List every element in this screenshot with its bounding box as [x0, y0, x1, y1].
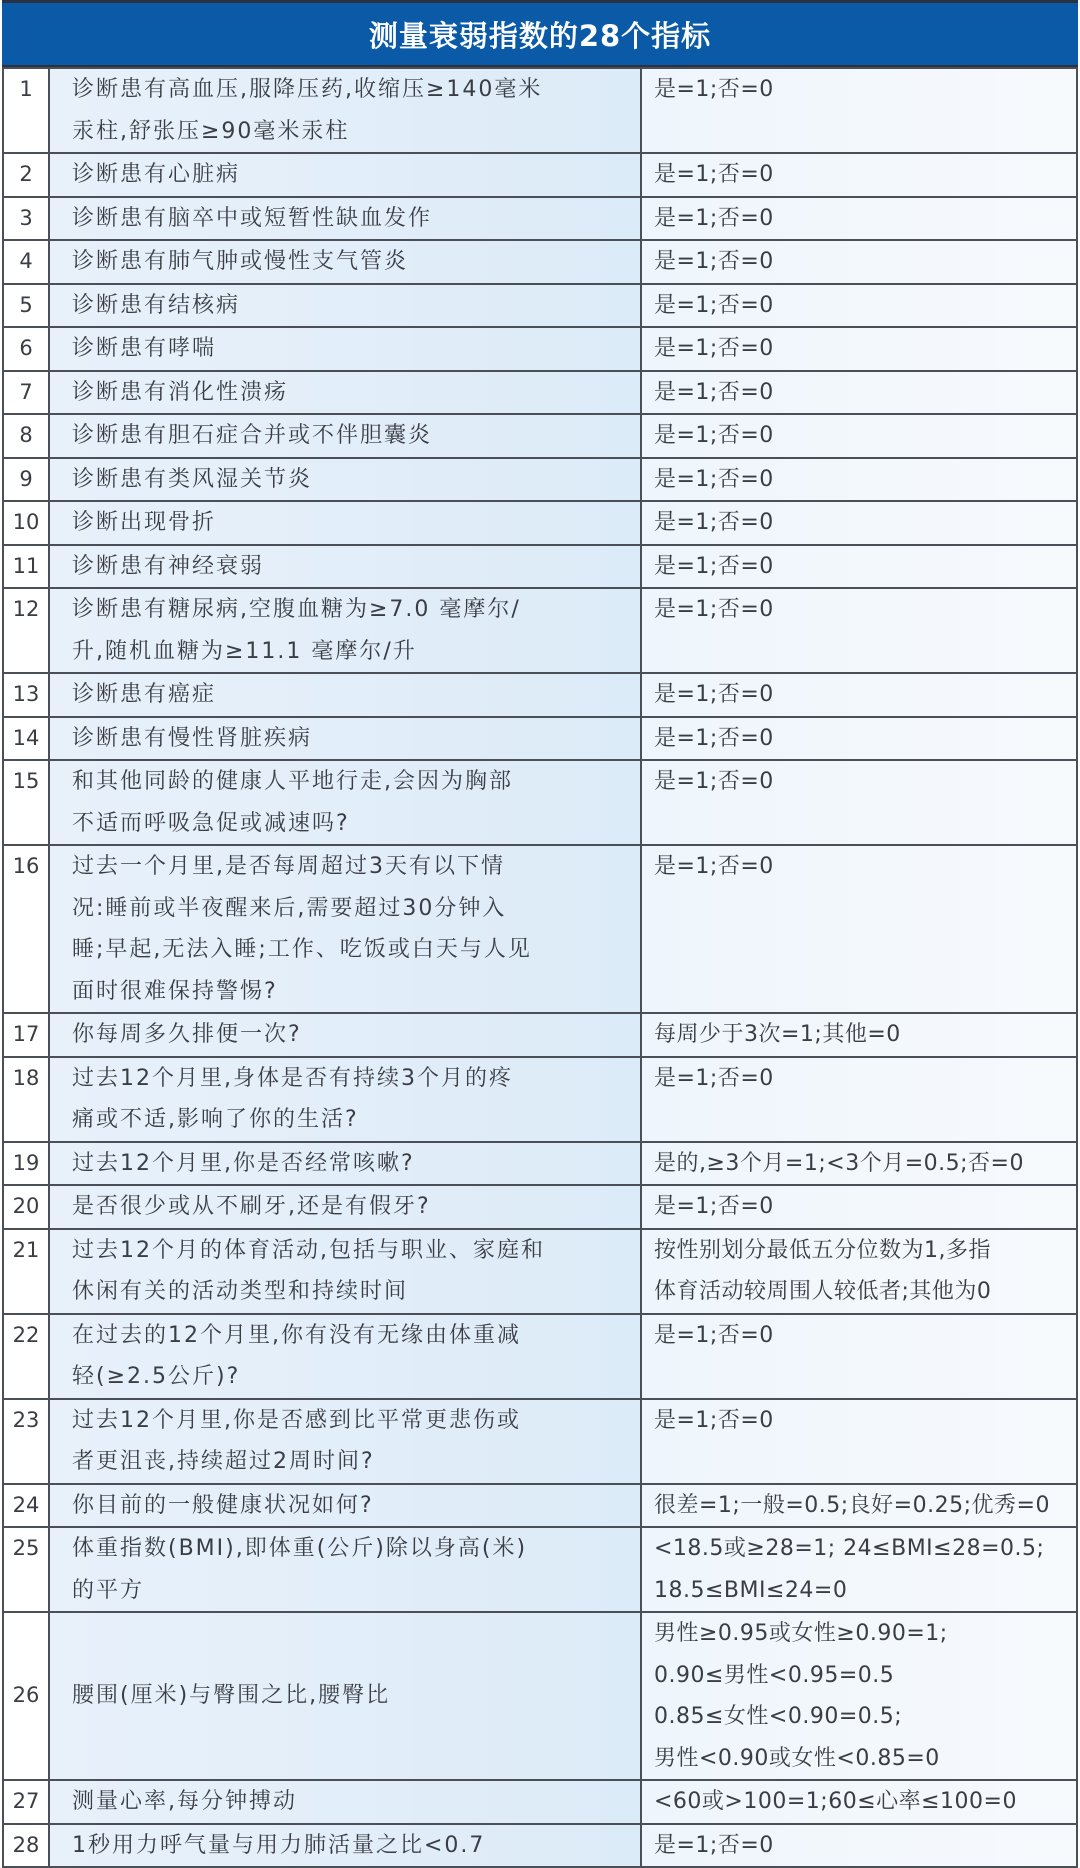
description-line: 是否很少或从不刷牙,还是有假牙? — [72, 1194, 431, 1219]
indicator-description — [49, 1399, 641, 1484]
indicator-score — [641, 240, 1077, 284]
description-line: 和其他同龄的健康人平地行走,会因为胸部 — [72, 769, 513, 794]
row-number: 24 — [3, 1484, 49, 1528]
description-line: 过去12个月的体育活动,包括与职业、家庭和 — [72, 1237, 545, 1263]
score-line: 是=1;否=0 — [654, 1407, 774, 1433]
row-number: 10 — [3, 501, 49, 545]
table-row — [3, 1013, 1077, 1057]
description-line: 在过去的12个月里,你有没有无缘由体重减 — [72, 1322, 521, 1348]
score-line: 是=1;否=0 — [654, 1322, 774, 1348]
score-line: 很差=1;一般=0.5;良好=0.25;优秀=0 — [654, 1492, 1050, 1518]
table-row — [3, 1612, 1077, 1780]
score-line: 体育活动较周围人较低者;其他为0 — [654, 1279, 992, 1304]
score-line: 0.85≤女性<0.90=0.5; — [654, 1704, 903, 1729]
table-row — [3, 1185, 1077, 1229]
row-number: 22 — [3, 1314, 49, 1399]
score-line: 按性别划分最低五分位数为1,多指 — [654, 1237, 991, 1263]
row-number: 8 — [3, 414, 49, 458]
description-line: 诊断患有神经衰弱 — [72, 553, 265, 579]
description-line: 体重指数(BMI),即体重(公斤)除以身高(米) — [72, 1536, 528, 1561]
indicator-score — [641, 1527, 1077, 1612]
indicator-score — [641, 68, 1077, 153]
indicator-score — [641, 1057, 1077, 1142]
row-number: 14 — [3, 717, 49, 761]
score-line: 是=1;否=0 — [654, 597, 774, 622]
description-line: 况:睡前或半夜醒来后,需要超过30分钟入 — [72, 895, 507, 921]
row-number: 12 — [3, 588, 49, 673]
row-number: 7 — [3, 371, 49, 415]
indicator-description — [49, 197, 641, 241]
table-row — [3, 414, 1077, 458]
description-line: 休闲有关的活动类型和持续时间 — [72, 1279, 409, 1304]
table-row — [3, 1399, 1077, 1484]
indicator-score — [641, 1780, 1077, 1824]
table-row — [3, 1824, 1077, 1868]
description-line: 腰围(厘米)与臀围之比,腰臀比 — [72, 1683, 391, 1709]
indicator-score — [641, 845, 1077, 1013]
row-number: 3 — [3, 197, 49, 241]
row-number: 28 — [3, 1824, 49, 1868]
indicator-score — [641, 1314, 1077, 1399]
description-line: 的平方 — [72, 1577, 145, 1603]
indicator-description — [49, 1314, 641, 1399]
description-line: 诊断出现骨折 — [72, 510, 217, 535]
description-line: 诊断患有肺气肿或慢性支气管炎 — [72, 249, 409, 274]
table-row — [3, 1314, 1077, 1399]
row-number: 2 — [3, 153, 49, 197]
description-line: 睡;早起,无法入睡;工作、吃饭或白天与人见 — [72, 937, 532, 962]
score-line: 男性<0.90或女性<0.85=0 — [654, 1745, 940, 1771]
indicator-score — [641, 717, 1077, 761]
table-row — [3, 327, 1077, 371]
row-number: 9 — [3, 458, 49, 502]
score-line: 是=1;否=0 — [654, 1832, 774, 1858]
table-row — [3, 371, 1077, 415]
indicator-description — [49, 760, 641, 845]
row-number: 18 — [3, 1057, 49, 1142]
row-number: 6 — [3, 327, 49, 371]
description-line: 面时很难保持警惕? — [72, 978, 278, 1004]
table-row — [3, 284, 1077, 328]
indicator-description — [49, 1185, 641, 1229]
indicator-description — [49, 673, 641, 717]
description-line: 诊断患有脑卒中或短暂性缺血发作 — [72, 205, 433, 231]
indicator-description — [49, 240, 641, 284]
row-number: 16 — [3, 845, 49, 1013]
indicator-score — [641, 1399, 1077, 1484]
score-line: 是=1;否=0 — [654, 336, 774, 361]
table-row — [3, 717, 1077, 761]
table-row — [3, 545, 1077, 589]
description-line: 诊断患有类风湿关节炎 — [72, 466, 313, 492]
score-line: 男性≥0.95或女性≥0.90=1; — [654, 1621, 948, 1646]
table-row — [3, 153, 1077, 197]
indicator-score — [641, 371, 1077, 415]
table-row — [3, 240, 1077, 284]
indicator-description — [49, 588, 641, 673]
table-row — [3, 845, 1077, 1013]
score-line: 是=1;否=0 — [654, 682, 774, 707]
description-line: 诊断患有高血压,服降压药,收缩压≥140毫米 — [72, 77, 543, 102]
indicator-score — [641, 501, 1077, 545]
indicator-score — [641, 153, 1077, 197]
indicator-score — [641, 1824, 1077, 1868]
description-line: 诊断患有消化性溃疡 — [72, 379, 289, 405]
score-line: 是=1;否=0 — [654, 162, 774, 187]
score-line: 是=1;否=0 — [654, 423, 774, 448]
score-line: 是=1;否=0 — [654, 1194, 774, 1219]
row-number: 13 — [3, 673, 49, 717]
score-line: 18.5≤BMI≤24=0 — [654, 1577, 848, 1603]
score-line: 是=1;否=0 — [654, 292, 774, 318]
indicator-description — [49, 1780, 641, 1824]
score-line: 是=1;否=0 — [654, 205, 774, 231]
indicator-score — [641, 1484, 1077, 1528]
table-row — [3, 68, 1077, 153]
description-line: 你每周多久排便一次? — [72, 1022, 302, 1047]
score-line: 每周少于3次=1;其他=0 — [654, 1022, 901, 1047]
row-number: 11 — [3, 545, 49, 589]
score-line: 是=1;否=0 — [654, 379, 774, 405]
table-row — [3, 1527, 1077, 1612]
score-line: 是=1;否=0 — [654, 725, 774, 751]
indicator-score — [641, 197, 1077, 241]
indicator-score — [641, 588, 1077, 673]
indicator-description — [49, 284, 641, 328]
description-line: 痛或不适,影响了你的生活? — [72, 1107, 359, 1132]
description-line: 过去一个月里,是否每周超过3天有以下情 — [72, 854, 505, 879]
table-row — [3, 1229, 1077, 1314]
indicator-description — [49, 414, 641, 458]
frailty-index-table-container — [2, 0, 1078, 1868]
indicator-description — [49, 153, 641, 197]
table-row — [3, 673, 1077, 717]
indicator-score — [641, 1013, 1077, 1057]
indicator-description — [49, 1229, 641, 1314]
indicator-score — [641, 458, 1077, 502]
indicator-score — [641, 673, 1077, 717]
description-line: 1秒用力呼气量与用力肺活量之比<0.7 — [72, 1832, 486, 1858]
row-number: 21 — [3, 1229, 49, 1314]
indicator-score — [641, 1612, 1077, 1780]
row-number: 17 — [3, 1013, 49, 1057]
description-line: 测量心率,每分钟搏动 — [72, 1789, 297, 1814]
indicator-score — [641, 545, 1077, 589]
description-line: 轻(≥2.5公斤)? — [72, 1364, 241, 1389]
description-line: 过去12个月里,身体是否有持续3个月的疼 — [72, 1065, 513, 1091]
row-number: 5 — [3, 284, 49, 328]
score-line: 是=1;否=0 — [654, 1065, 774, 1091]
description-line: 诊断患有糖尿病,空腹血糖为≥7.0 毫摩尔/ — [72, 597, 521, 622]
score-line: <60或>100=1;60≤心率≤100=0 — [654, 1789, 1017, 1814]
indicator-description — [49, 845, 641, 1013]
indicator-table — [2, 67, 1078, 1868]
description-line: 诊断患有慢性肾脏疾病 — [72, 725, 313, 751]
indicator-score — [641, 284, 1077, 328]
table-row — [3, 1780, 1077, 1824]
table-row — [3, 197, 1077, 241]
description-line: 过去12个月里,你是否经常咳嗽? — [72, 1150, 415, 1176]
indicator-description — [49, 458, 641, 502]
description-line: 你目前的一般健康状况如何? — [72, 1492, 374, 1518]
indicator-description — [49, 717, 641, 761]
indicator-score — [641, 1185, 1077, 1229]
indicator-description — [49, 371, 641, 415]
description-line: 升,随机血糖为≥11.1 毫摩尔/升 — [72, 638, 417, 664]
description-line: 不适而呼吸急促或减速吗? — [72, 810, 350, 836]
table-row — [3, 760, 1077, 845]
indicator-description — [49, 1824, 641, 1868]
score-line: 是=1;否=0 — [654, 466, 774, 492]
row-number: 23 — [3, 1399, 49, 1484]
indicator-score — [641, 1229, 1077, 1314]
score-line: <18.5或≥28=1; 24≤BMI≤28=0.5; — [654, 1536, 1045, 1561]
table-row — [3, 1142, 1077, 1186]
table-row — [3, 1484, 1077, 1528]
indicator-description — [49, 545, 641, 589]
row-number: 26 — [3, 1612, 49, 1780]
indicator-score — [641, 760, 1077, 845]
indicator-score — [641, 414, 1077, 458]
row-number: 15 — [3, 760, 49, 845]
row-number: 27 — [3, 1780, 49, 1824]
table-title: 测量衰弱指数的28个指标 — [2, 3, 1078, 67]
table-row — [3, 588, 1077, 673]
table-body — [3, 68, 1077, 1867]
description-line: 诊断患有胆石症合并或不伴胆囊炎 — [72, 423, 433, 448]
description-line: 诊断患有结核病 — [72, 292, 241, 318]
description-line: 汞柱,舒张压≥90毫米汞柱 — [72, 118, 350, 144]
description-line: 诊断患有心脏病 — [72, 162, 241, 187]
description-line: 者更沮丧,持续超过2周时间? — [72, 1449, 375, 1474]
score-line: 是=1;否=0 — [654, 854, 774, 879]
score-line: 是=1;否=0 — [654, 510, 774, 535]
description-line: 过去12个月里,你是否感到比平常更悲伤或 — [72, 1407, 521, 1433]
indicator-description — [49, 501, 641, 545]
row-number: 25 — [3, 1527, 49, 1612]
indicator-score — [641, 327, 1077, 371]
indicator-description — [49, 327, 641, 371]
row-number: 1 — [3, 68, 49, 153]
score-line: 是=1;否=0 — [654, 553, 774, 579]
score-line: 是的,≥3个月=1;<3个月=0.5;否=0 — [654, 1150, 1024, 1176]
row-number: 4 — [3, 240, 49, 284]
indicator-description — [49, 68, 641, 153]
indicator-score — [641, 1142, 1077, 1186]
indicator-description — [49, 1057, 641, 1142]
table-row — [3, 501, 1077, 545]
indicator-description — [49, 1612, 641, 1780]
table-row — [3, 1057, 1077, 1142]
indicator-description — [49, 1013, 641, 1057]
score-line: 是=1;否=0 — [654, 77, 774, 102]
score-line: 是=1;否=0 — [654, 249, 774, 274]
indicator-description — [49, 1527, 641, 1612]
indicator-description — [49, 1142, 641, 1186]
table-row — [3, 458, 1077, 502]
score-line: 是=1;否=0 — [654, 769, 774, 794]
score-line: 0.90≤男性<0.95=0.5 — [654, 1662, 895, 1688]
description-line: 诊断患有哮喘 — [72, 336, 217, 361]
row-number: 20 — [3, 1185, 49, 1229]
description-line: 诊断患有癌症 — [72, 682, 217, 707]
row-number: 19 — [3, 1142, 49, 1186]
indicator-description — [49, 1484, 641, 1528]
